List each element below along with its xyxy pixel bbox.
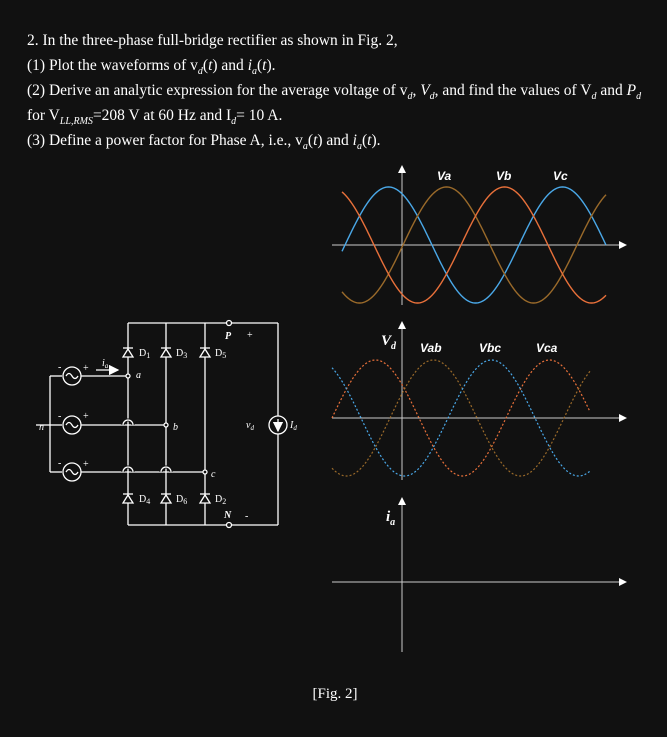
label-p: P [225, 331, 232, 342]
label-d3: $D_3$ [176, 348, 188, 360]
label-d6: $D_6$ [176, 494, 188, 506]
diode-d6 [161, 494, 171, 503]
problem-part-3: (3) Define a power factor for Phase A, i.e., $v_a(t)$ and $i_a(t)$. [27, 132, 381, 153]
label-n: N [224, 510, 232, 521]
terminal-p [227, 321, 232, 326]
src-b-plus: + [83, 411, 89, 422]
vb-label: Vb [496, 169, 512, 183]
src-a-plus: + [83, 363, 89, 374]
va-label: Va [437, 169, 452, 183]
ia-plot [332, 498, 626, 652]
problem-part-2: (2) Derive an analytic expression for the average voltage of $v_d$, $V_d$, and find the values of $V_d$ and $P_d$ for $V_{LL,RMS}=208$ V at 60 Hz and $I_d= 10$ A. [27, 82, 642, 128]
label-ia: $i_a$ [102, 358, 109, 370]
src-c-plus: + [83, 459, 89, 470]
label-d2: $D_2$ [215, 494, 227, 506]
vc-label: Vc [553, 169, 568, 183]
source-b [63, 416, 81, 434]
current-source-id [269, 416, 287, 434]
label-p-plus: + [247, 330, 253, 341]
vbc-label: Vbc [479, 341, 502, 355]
problem-part-1: (1) Plot the waveforms of $v_d(t)$ and $i_a(t)$. [27, 57, 276, 78]
label-d5: $D_5$ [215, 348, 227, 360]
diode-d3 [161, 348, 171, 357]
figure-caption: [Fig. 2] [312, 686, 358, 702]
label-node-a: a [136, 370, 141, 381]
source-a [63, 367, 81, 385]
label-node-b: b [173, 422, 178, 433]
ia-axis-label: $i_a$ [386, 509, 396, 528]
line-voltage-plot [332, 322, 626, 480]
label-n-minus: - [245, 511, 249, 522]
label-d4: $D_4$ [139, 494, 151, 506]
src-c-minus: - [58, 458, 62, 469]
vca-label: Vca [536, 341, 558, 355]
terminal-n [227, 523, 232, 528]
src-b-minus: - [58, 411, 62, 422]
label-d1: $D_1$ [139, 348, 151, 360]
phase-voltage-plot [332, 166, 626, 305]
vd-axis-label: $V_d$ [381, 333, 397, 352]
label-vd: $v_d$ [246, 420, 254, 432]
label-node-n: n [39, 422, 44, 433]
diode-d5 [200, 348, 210, 357]
label-id: $I_d$ [290, 420, 297, 432]
vab-label: Vab [420, 341, 442, 355]
label-node-c: c [211, 469, 216, 480]
diode-d2 [200, 494, 210, 503]
diode-d4 [123, 494, 133, 503]
problem-intro: 2. In the three-phase full-bridge rectifier as shown in Fig. 2, [27, 32, 398, 49]
src-a-minus: - [58, 362, 62, 373]
diode-d1 [123, 348, 133, 357]
source-c [63, 463, 81, 481]
